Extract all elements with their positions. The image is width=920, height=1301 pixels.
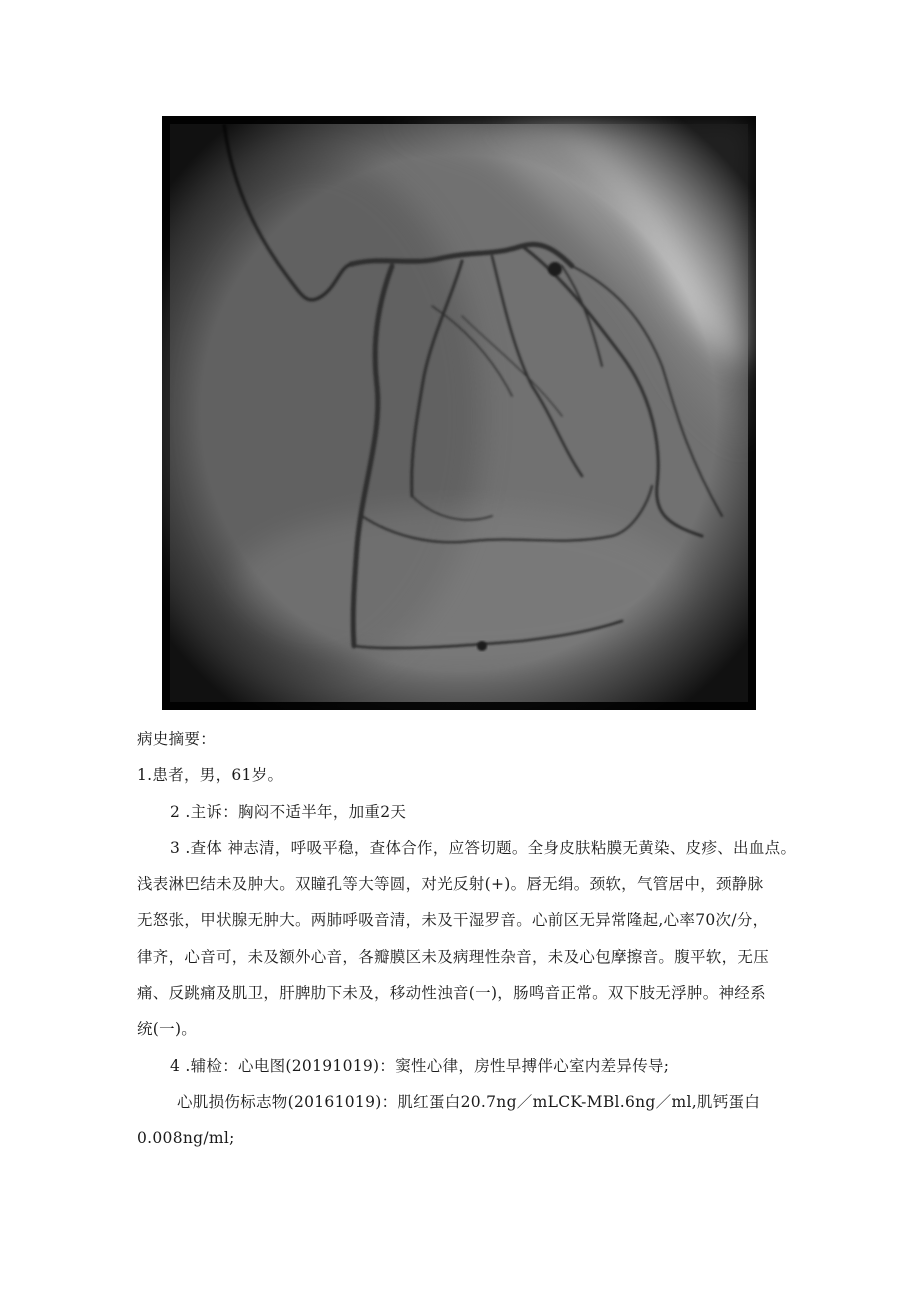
history-item-3-line-6: 统(一)。 — [137, 1020, 198, 1038]
history-item-3-line-5: 痛、反跳痛及肌卫，肝脾肋下未及，移动性浊音(一)，肠鸣音正常。双下肢无浮肿。神经系 — [137, 984, 766, 1002]
history-item-4-line-1: 4 .辅检：心电图(20191019)：窦性心律，房性早搏伴心室内差异传导; — [170, 1057, 670, 1075]
history-heading: 病史摘要： — [137, 730, 217, 748]
history-item-3-line-2: 浅表淋巴结未及肿大。双瞳孔等大等圆，对光反射(+)。唇无绢。颈软，气管居中，颈静脉 — [137, 875, 764, 893]
history-item-3-line-1: 3 .查体 神志清，呼吸平稳，查体合作，应答切题。全身皮肤粘膜无黄染、皮疹、出血点。 — [170, 839, 797, 857]
history-item-4-line-2: 心肌损伤标志物(20161019)：肌红蛋白20.7ng／mLCK-MBl.6ng／ml,肌钙蛋白 — [177, 1093, 761, 1111]
history-item-1: 1.患者，男，61岁。 — [137, 766, 284, 784]
history-item-3-line-4: 律齐，心音可，未及额外心音，各瓣膜区未及病理性杂音，未及心包摩擦音。腹平软，无压 — [137, 948, 770, 966]
history-item-3-line-3: 无怒张，甲状腺无肿大。两肺呼吸音清，未及干湿罗音。心前区无异常隆起,心率70次/分， — [137, 911, 769, 929]
angiogram-image — [162, 116, 756, 710]
angiogram-figure — [162, 116, 756, 710]
history-item-4-line-3: 0.008ng/ml; — [137, 1129, 235, 1147]
history-item-2: 2 .主诉：胸闷不适半年，加重2天 — [170, 803, 407, 821]
